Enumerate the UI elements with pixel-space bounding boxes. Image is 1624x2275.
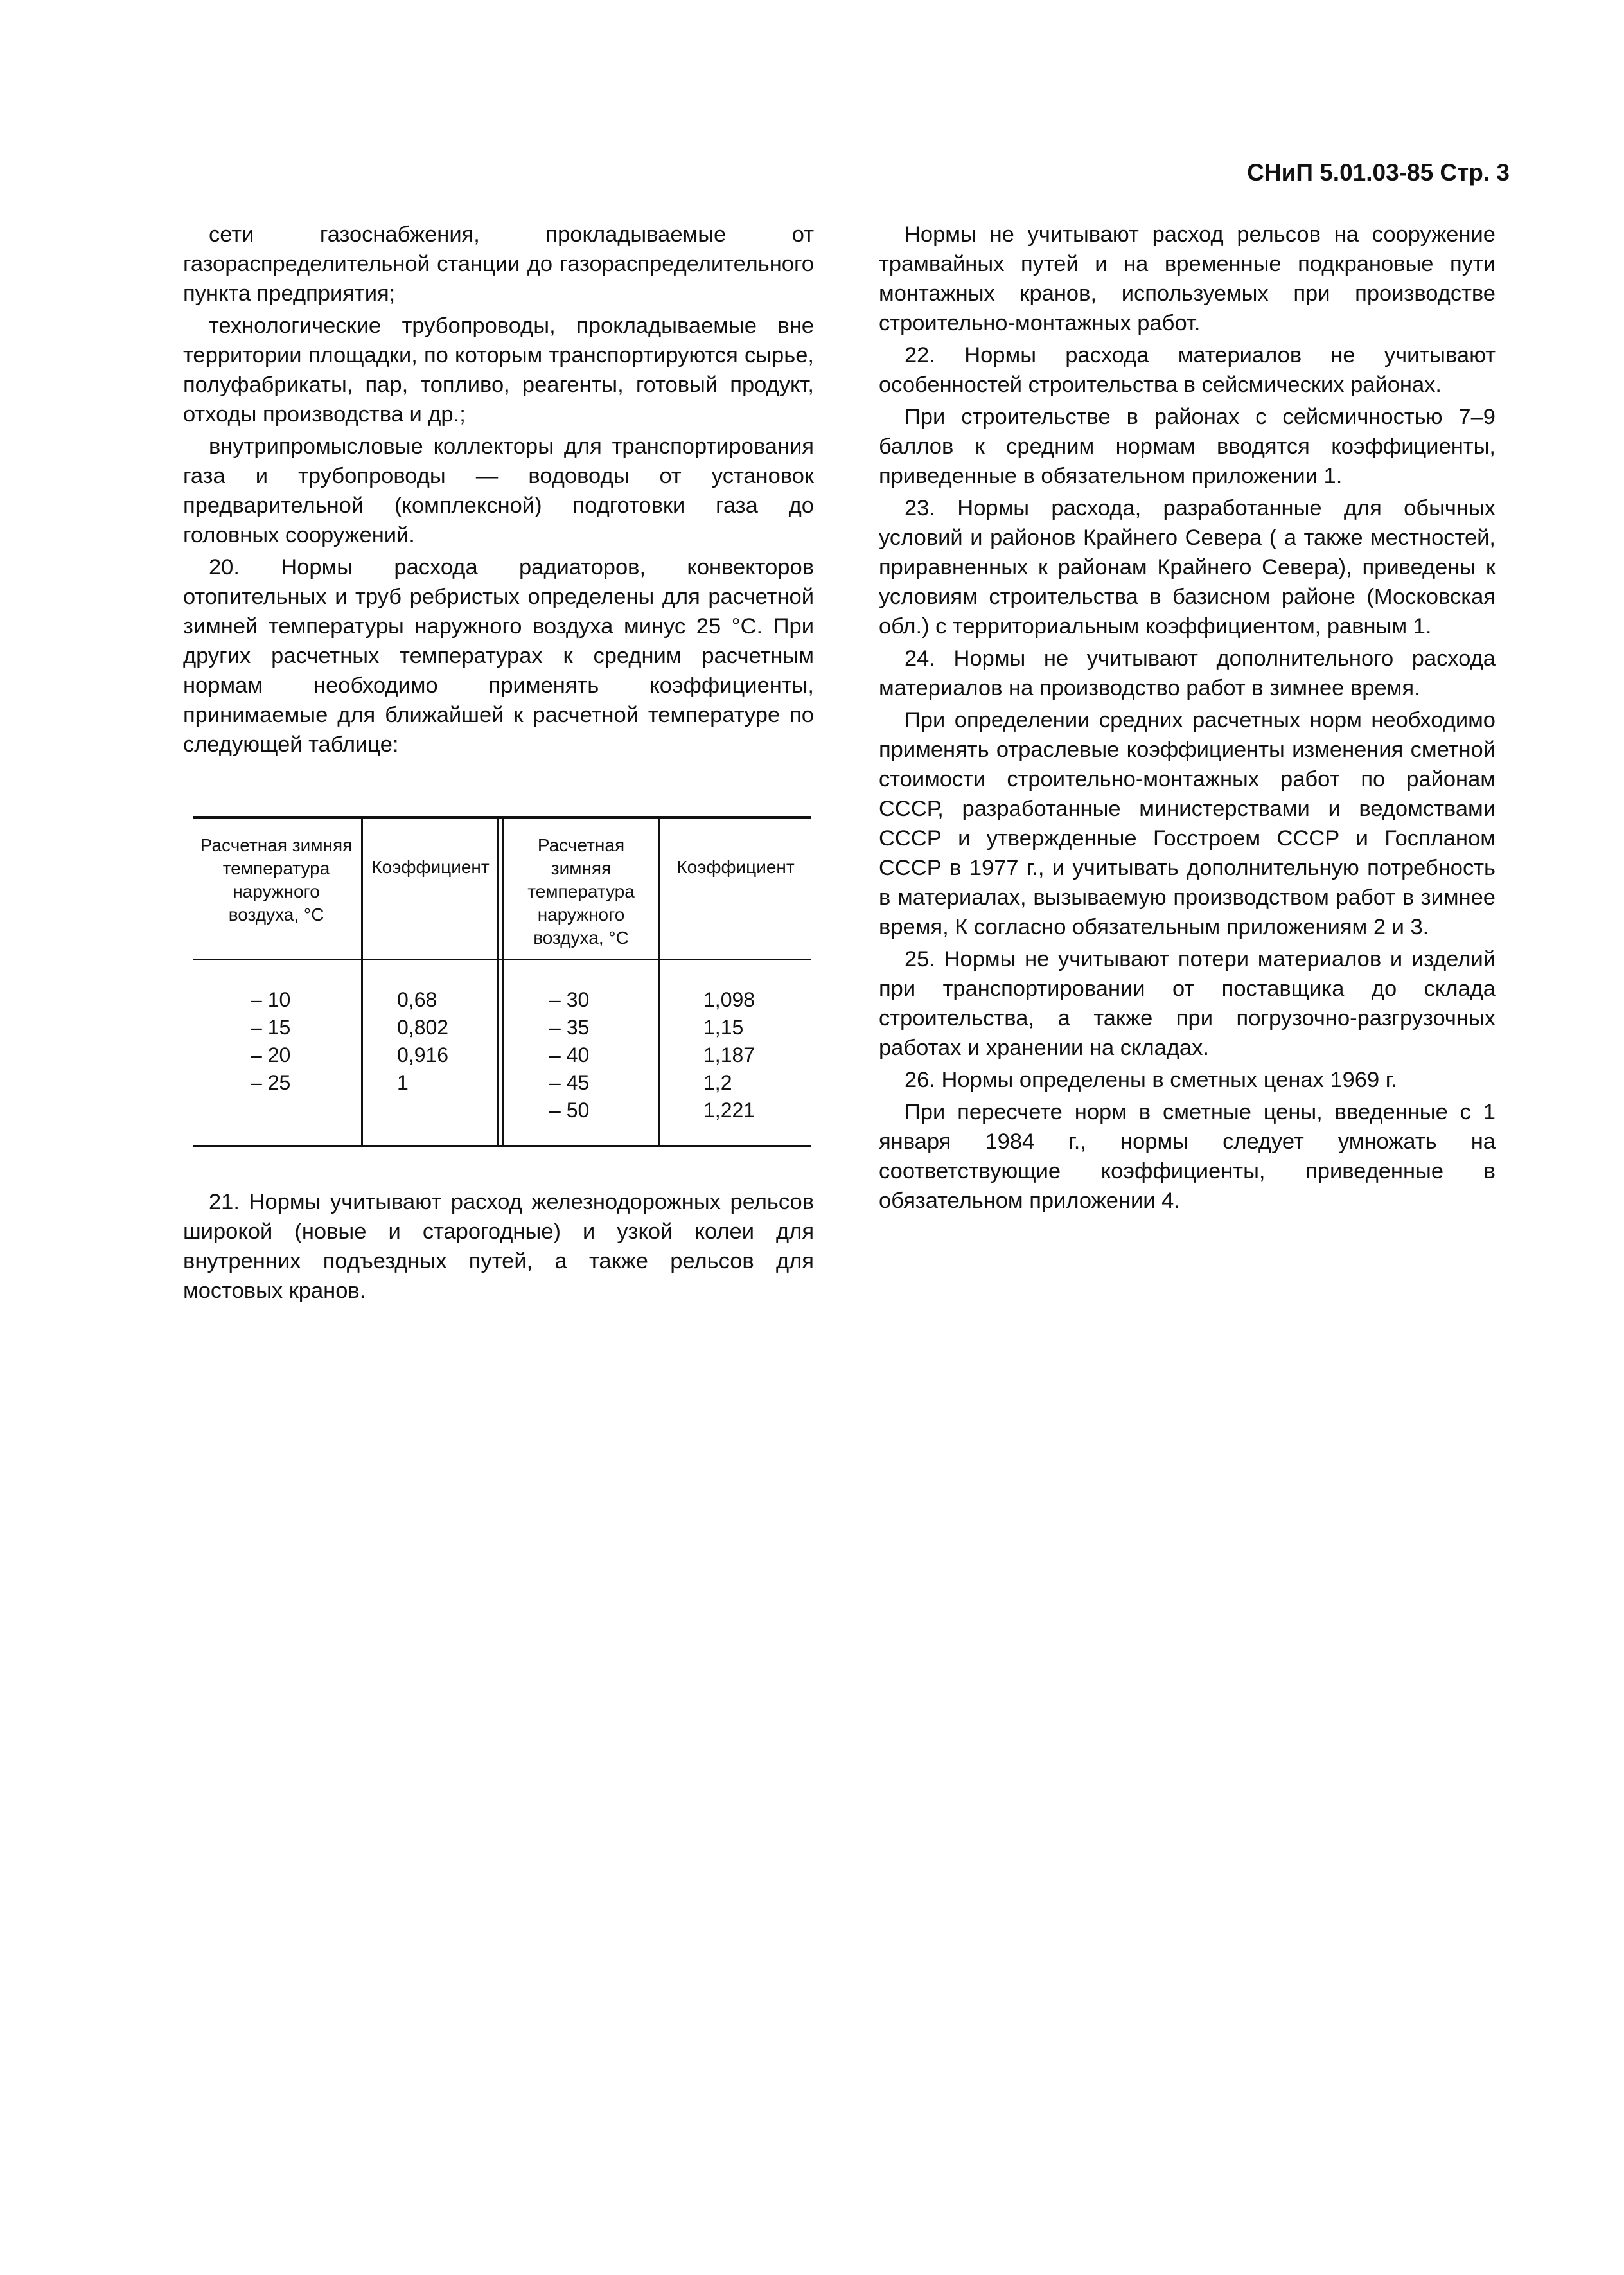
paragraph-26: 26. Нормы определены в сметных ценах 1969 г.	[905, 1068, 1397, 1092]
table-divider-double-b	[502, 816, 504, 1147]
table-cell: – 15	[251, 1016, 291, 1039]
page-header: СНиП 5.01.03-85 Стр. 3	[1247, 159, 1510, 186]
table-cell: – 30	[549, 988, 590, 1011]
table-bottom-rule	[193, 1145, 811, 1147]
table-cell: – 35	[549, 1016, 590, 1039]
paragraph-24: 24. Нормы не учитывают дополнительного расхода материалов на производство работ в зимнее время.	[879, 646, 1496, 700]
table-top-rule	[193, 816, 811, 819]
table-cell: 0,916	[397, 1043, 449, 1067]
table-col-coef-2	[703, 986, 755, 1124]
table-cell: – 45	[549, 1071, 590, 1094]
table-cell: 1,15	[703, 1016, 744, 1039]
table-cell: – 20	[251, 1043, 291, 1067]
left-column-lower	[183, 1187, 814, 1308]
table-divider	[658, 816, 660, 1147]
paragraph-seismic: При строительстве в районах с сейсмичностью 7–9 баллов к средним нормам вводятся коэффициенты, приведенные в обязательном приложении 1.	[879, 405, 1496, 488]
table-divider	[361, 816, 363, 1147]
left-column	[183, 220, 814, 762]
right-column	[879, 220, 1496, 1218]
table-col-coef-1	[397, 986, 448, 1097]
table-cell: 1,221	[703, 1099, 755, 1122]
table-cell: – 25	[251, 1071, 291, 1094]
table-cell: – 50	[549, 1099, 590, 1122]
table-cell: 1,2	[703, 1071, 732, 1094]
table-cell: 1,187	[703, 1043, 755, 1067]
table-divider-double-a	[497, 816, 499, 1147]
table-cell: 1,098	[703, 988, 755, 1011]
table-header-temp-1: Расчетная зимняя температура наружного воздуха, °С	[200, 835, 353, 925]
table-header-coef-1: Коэффициент	[371, 857, 490, 877]
paragraph-21: 21. Нормы учитывают расход железнодорожных рельсов широкой (новые и старогодные) и узкой колеи для внутренних подъездных путей, а также рельсов для мостовых кранов.	[183, 1190, 814, 1303]
table-header-rule	[193, 959, 811, 960]
coefficient-table	[193, 816, 811, 1150]
table-cell: 0,802	[397, 1016, 449, 1039]
paragraph-rails: Нормы не учитывают расход рельсов на сооружение трамвайных путей и на временные подкрановые пути монтажных кранов, используемых при производстве строительно-монтажных работ.	[879, 222, 1496, 335]
paragraph-23: 23. Нормы расхода, разработанные для обычных условий и районов Крайнего Севера ( а также местностей, приравненных к районам Крайнего Севера), приведены к условиям строительства в базисном районе (Московская обл.) с территориальным коэффициентом, равным 1.	[879, 496, 1496, 639]
table-header-coef-2: Коэффициент	[676, 857, 795, 877]
paragraph-winter-coefficients: При определении средних расчетных норм необходимо применять отраслевые коэффициенты изменения сметной стоимости строительно-монтажных работ по районам СССР, разработанные министерствами и ведомствами СССР и утвержденные Госстроем СССР и Госпланом СССР в 1977 г., и учитывать дополнительную потребность в материалах, вызываемую производством работ в зимнее время, К согласно обязательным приложениям 2 и 3.	[879, 708, 1496, 939]
table-cell: – 40	[549, 1043, 590, 1067]
paragraph-tech-pipelines: технологические трубопроводы, прокладываемые вне территории площадки, по которым транспортируются сырье, полуфабрикаты, пар, топливо, реагенты, готовый продукт, отходы производства и др.;	[183, 314, 814, 427]
paragraph-22: 22. Нормы расхода материалов не учитывают особенностей строительства в сейсмических районах.	[879, 343, 1496, 397]
paragraph-20: 20. Нормы расхода радиаторов, конвекторов отопительных и труб ребристых определены для расчетной зимней температуры наружного воздуха минус 25 °С. При других расчетных температурах к средним расчетным нормам необходимо применять коэффициенты, принимаемые для ближайшей к расчетной температуре по следующей таблице:	[183, 555, 814, 757]
paragraph-gas-networks: сети газоснабжения, прокладываемые от газораспределительной станции до газораспределительного пункта предприятия;	[183, 222, 814, 306]
table-col-temp-2	[549, 986, 589, 1124]
table-cell: – 10	[251, 988, 291, 1011]
table-cell: 0,68	[397, 988, 437, 1011]
paragraph-recalculation: При пересчете норм в сметные цены, введенные с 1 января 1984 г., нормы следует умножать на соответствующие коэффициенты, приведенные в обязательном приложении 4.	[879, 1100, 1496, 1213]
paragraph-25: 25. Нормы не учитывают потери материалов и изделий при транспортировании от поставщика до склада строительства, а также при погрузочно-разгрузочных работах и хранении на складах.	[879, 947, 1496, 1060]
table-header-temp-2: Расчетная зимняя температура наружного воздуха, °С	[527, 835, 635, 948]
table-col-temp-1	[251, 986, 290, 1097]
paragraph-collectors: внутрипромысловые коллекторы для транспортирования газа и трубопроводы — водоводы от установок предварительной (комплексной) подготовки газа до головных сооружений.	[183, 434, 814, 547]
table-cell: 1	[397, 1071, 409, 1094]
